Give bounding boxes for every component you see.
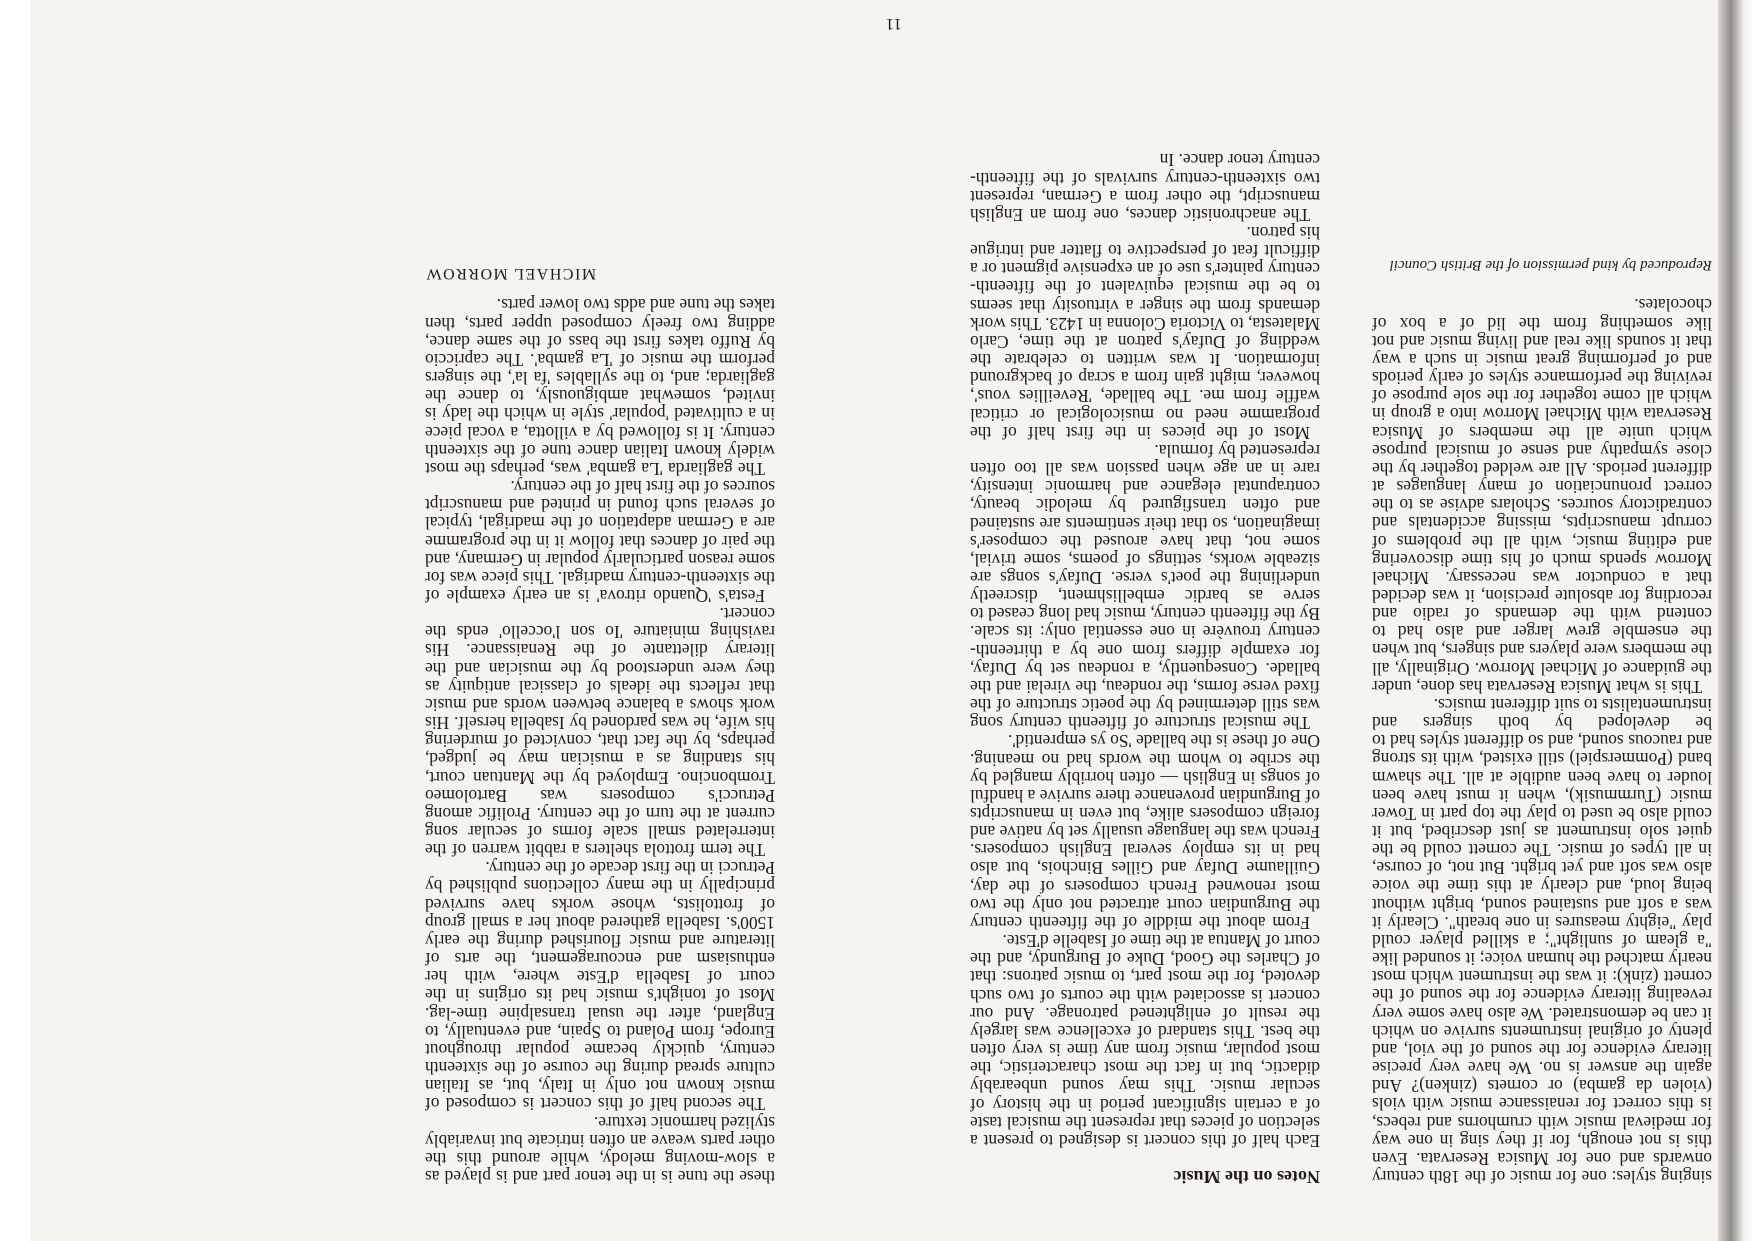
paragraph: Festa's 'Quando ritrova' is an early example of the sixteenth-century madrigal. This piece was for some reason particularly popular in Germany, and the pair of dances that follow it in the programme are a German adaptation of the madrigal, typical of several such found in printed and manuscript sources of the first half of the century. (425, 477, 775, 606)
paragraph: From about the middle of the fifteenth century the Burgundian court attracted not only the two most renowned French composers of the day, Guillaume Dufay and Gilles Binchois, but also had in its employ several English composers. French was the language usually set by native and foreign composers alike, but even in manuscripts of Burgundian provenance there survive a handful of songs in English — often horribly mangled by the scribe to whom the words had no meaning. One of these is the ballade 'So ys emprentid'. (970, 731, 1320, 933)
section-heading: Notes on the Music (1173, 1167, 1320, 1187)
paragraph: The term frottola shelters a rabbit warren of the interrelated small scale forms of secular song current at the turn of the century. Prolific among Petrucci's composers was Bartolomeo Tromboncino. Employed by the Mantuan court, his standing as a musician may be judged, perhaps, by the fact that, convicted of murdering his wife, he was pardoned by Isabella herself. His work shows a balance between words and music that reflects the ideals of classical antiquity as they were understood by the musician and the literary dilettante of the Renaissance. His ravishing miniature 'Io son l'occello' ends the concert. (425, 604, 775, 861)
binding-edge-shadow (1718, 0, 1755, 1241)
paragraph: The musical structure of fifteenth century song was still determined by the poetic structure of the fixed verse forms, the rondeau, the virelai and the ballade. Consequently, a rondeau set by Dufay, for example differs from one by a thirteenth-century trouvère in one essential only: its scale. By the fifteenth century, music had long ceased to serve as bardic embellishment, discreetly underlining the poet's verse. Dufay's songs are sizeable works, settings of poems, some trivial, some not, that have aroused the composer's imagination, so that their sentiments are sustained and often transfigured by melodic beauty, contrapuntal elegance and harmonic intensity, rare in an age when passion was all too often represented by formula. (970, 440, 1320, 734)
paragraph: The second half of this concert is composed of music known not only in Italy, but, as Italian culture spread during the course of the sixteenth century, quickly became popular throughout Europe, from Poland to Spain, and eventually, to England, after the usual transalpine time-lag. Most of tonight's music had its origins in the court of Isabella d'Este where, with her enthusiasm and encouragement, the arts of literature and music flourished during the early 1500's. Isabella gathered about her a small group of frottolists, whose works have survived principally in the many collections published by Petrucci in the first decade of the century. (425, 858, 775, 1115)
paragraph: these the tune is in the tenor part and is played as a slow-moving melody, while around this the other parts weave an often intricate but invariably stylized harmonic texture. (425, 1112, 775, 1187)
column-2 (970, 151, 1320, 1186)
page-number: 11 (885, 15, 902, 34)
paragraph: singing styles: one for music of the 18th century onwards and one for Musica Reservata. Even this is not enough, for if they sing in one way for medieval music with crumhorns and rebecs, is this correct for renaissance music with viols (violen da gamba) or cornets (zinken)? And again the answer is no. We have very precise literary evidence for the sound of the viol, and plenty of original instruments survive on which it can be demonstrated. We also have some very revealing literary evidence for the sound of the cornett (zink): it was the instrument which most nearly matched the human voice; it sounded like "a gleam of sunlight"; a skilled player could play "eighty measures in one breath". Clearly it was a soft and sustained sound, bright without being loud, and clearly at this time the voice also was soft and yet bright. But not, of course, in all types of music. The cornett could be the quiet solo instrument as just described, but it could also be used to play the top part in Tower music (Turmmusik), when it must have been louder to have been audible at all. The shawm band (Pommerspiel) still existed, with its strong and raucous sound, and so different styles had to be developed by both singers and instrumentalists to suit different musics. (1372, 694, 1712, 1187)
paragraph: Most of the pieces in the first half of the programme need no musicological or critical waffle from me. The ballade, 'Reveillies vous', however, might gain from a scrap of background information. It was written to celebrate the wedding of Dufay's patron at the time, Carlo Malatesta, to Victoria Colonna in 1423. This work demands from the singer a virtuosity that seems to be the musical equivalent of the fifteenth-century painter's use of an expensive pigment or a difficult feat of perspective to flatter and intrigue his patron. (970, 223, 1320, 443)
rotated-page (30, 0, 1720, 1241)
paragraph: Each half of this concert is designed to present a selection of pieces that represent the musical taste of a certain significant period in the history of secular music. This may sound unbearably didactic, but in fact the most characteristic, the most popular, music from any time is very often the best. This standard of excellence was largely the result of enlightened patronage. And our concert is associated with the courts of two such devoted, for the most part, to music patrons: that of Charles the Good, Duke of Burgundy, and the court of Mantua at the time of Isabelle d'Este. (970, 931, 1320, 1151)
column-3 (425, 264, 775, 1186)
author-signature: MICHAEL MORROW (425, 265, 597, 283)
paragraph: This is what Musica Reservata has done, under the guidance of Michael Morrow. Originally, all the members were players and singers, but when the ensemble grew larger and also had to contend with the demands of radio and recording for absolute precision, it was decided that a conductor was necessary. Michael Morrow spends much of his time discovering and editing music, with all the problems of corrupt manuscripts, missing accidentals and contradictory sources. Scholars advise as to the correct pronunciation of many languages at different periods. All are welded together by the close sympathy and sense of musical purpose which unite all the members of Musica Reservata with Michael Morrow into a group in which all come together for the sole purpose of reviving the performance styles of early periods and of performing great music in such a way that it sounds like real and living music and not like something from the lid of a box of chocolates. (1372, 295, 1712, 697)
paragraph: The gagliarda 'La gamba' was, perhaps the most widely known Italian dance tune of the sixteenth century. It is followed by a villotta, a vocal piece in a cultivated 'popular' style in which the lady is invited, somewhat ambiguously, to dance the gagliarda; and, to the syllables 'fa la', the singers perform the music of 'La gamba'. The capriccio by Ruffo takes first the bass of the same dance, adding two freely composed upper parts, then takes the tune and adds two lower parts. (425, 295, 775, 479)
column-1 (1372, 256, 1712, 1186)
paragraph: The anachronistic dances, one from an English manuscript, the other from a German, represent two sixteenth-century survivals of the fifteenth-century tenor dance. In (970, 150, 1320, 225)
credit-line: Reproduced by kind permission of the British Council (1389, 257, 1712, 274)
